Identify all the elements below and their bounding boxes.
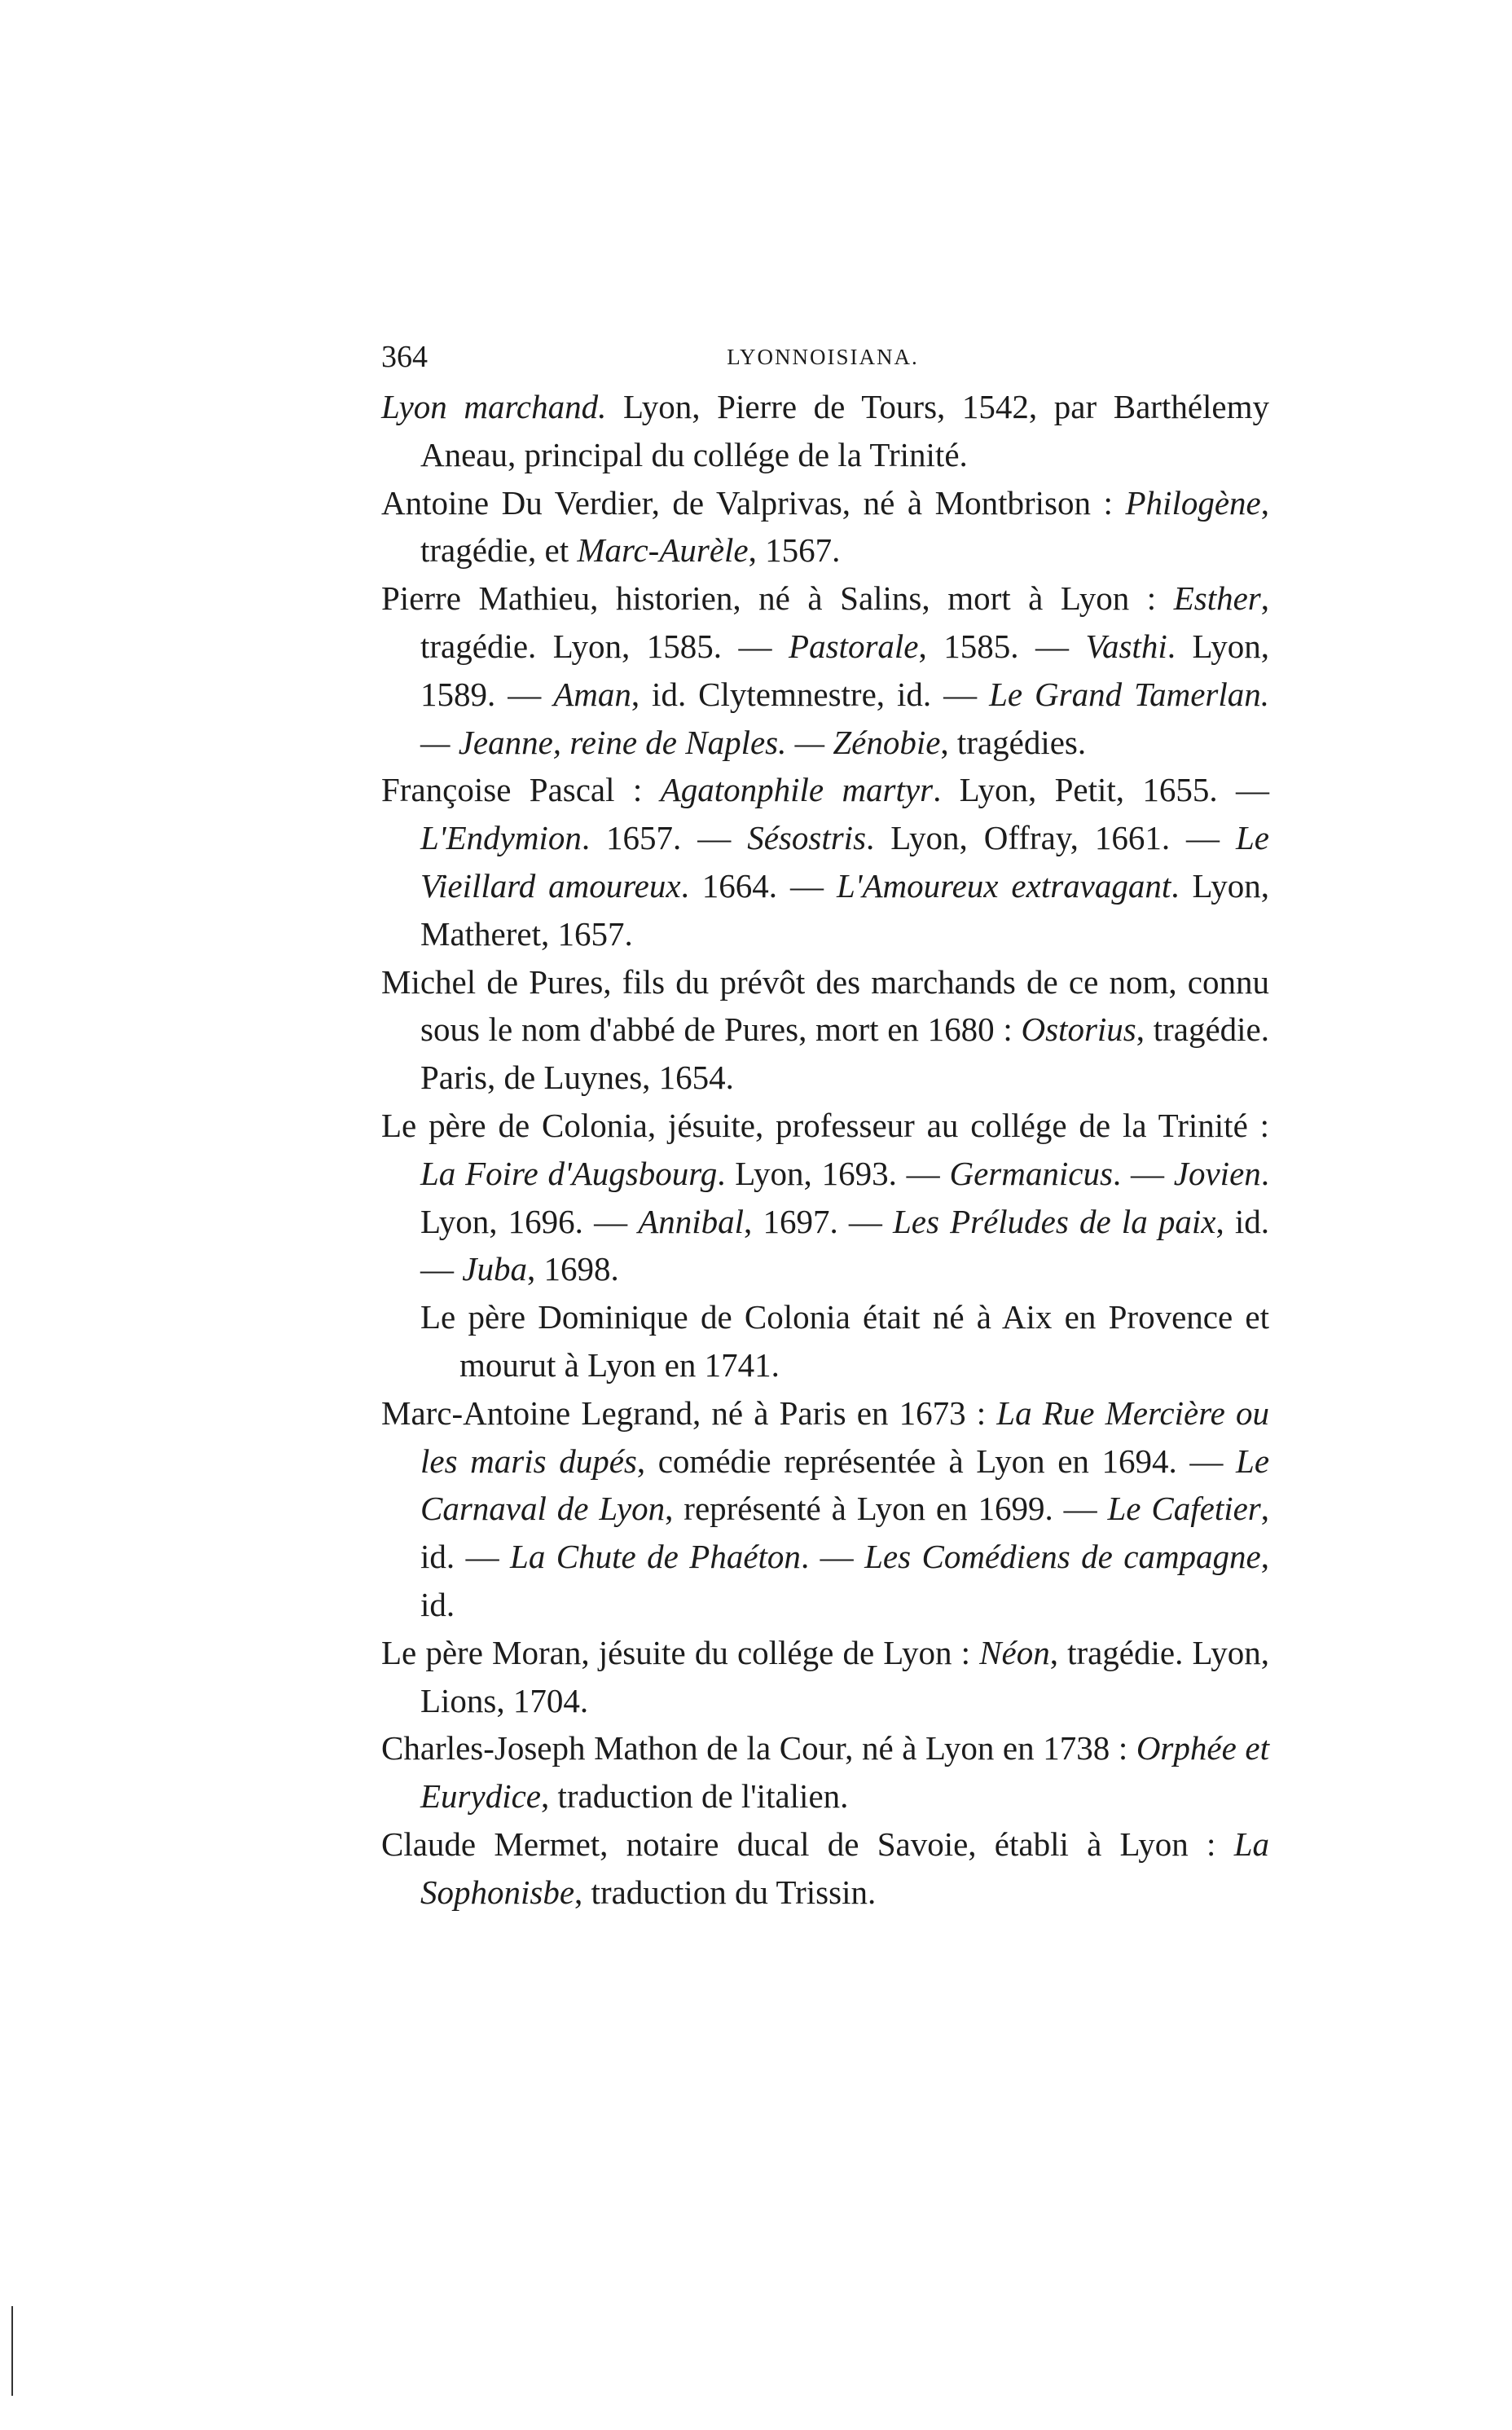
entry-text: , 1698.: [526, 1250, 619, 1288]
note-paragraph: [381, 1293, 1269, 1389]
entry-text: . Lyon, 1693. —: [717, 1154, 950, 1192]
entry-text: Le père de Colonia, jésuite, professeur au collége de la Trinité :: [381, 1106, 1269, 1144]
entry-text: , tragédie. Lyon, 1585. —: [420, 579, 1269, 665]
entry-text: Antoine Du Verdier, de Valprivas, né à Montbrison :: [381, 483, 1126, 522]
entry-text: . Lyon, Petit, 1655. —: [933, 771, 1270, 809]
work-title: Germanicus: [949, 1154, 1113, 1192]
work-title: Aman: [553, 675, 631, 713]
bibliography-entry: [381, 1629, 1269, 1725]
bibliography-entry: [381, 1389, 1269, 1629]
work-title: L'Endymion: [420, 819, 582, 857]
entry-text: , tragédie, et: [420, 483, 1269, 570]
bibliography-entry: [381, 574, 1269, 766]
entry-text: , tragédies.: [940, 723, 1087, 761]
entry-text: . —: [1112, 1154, 1174, 1192]
bibliography-entry: [381, 479, 1269, 575]
work-title: Le Carnaval de Lyon: [420, 1442, 1270, 1528]
entry-text: , 1585. —: [918, 627, 1086, 665]
work-title: Le Cafetier: [1107, 1490, 1261, 1528]
work-title: Agatonphile martyr: [660, 771, 934, 809]
work-title: Esther: [1173, 579, 1261, 618]
page-body: [381, 383, 1269, 1917]
entry-text: , id. —: [420, 1490, 1270, 1576]
work-title: La Foire d'Augsbourg: [420, 1154, 718, 1192]
entry-text: , tragédie. Paris, de Luynes, 1654.: [420, 1010, 1270, 1097]
entry-text: , 1567.: [748, 531, 841, 570]
entry-text: . Lyon, 1696. —: [420, 1154, 1270, 1240]
work-title: Juba: [462, 1250, 527, 1288]
entry-text: . 1664. —: [680, 866, 837, 905]
entry-text: , représenté à Lyon en 1699. —: [665, 1490, 1108, 1528]
bibliography-entry: [381, 1102, 1269, 1293]
bibliography-entry: [381, 766, 1269, 957]
work-title: Vasthi: [1085, 627, 1167, 665]
running-title: LYONNOISIANA.: [727, 345, 919, 369]
work-title: Ostorius: [1021, 1010, 1136, 1049]
entry-text: . 1657. —: [581, 819, 748, 857]
entry-text: Le père Moran, jésuite du collége de Lyon :: [381, 1633, 980, 1671]
work-title: Annibal: [638, 1202, 745, 1240]
entry-text: Françoise Pascal :: [381, 771, 661, 809]
entry-text: , comédie représentée à Lyon en 1694. —: [636, 1442, 1237, 1480]
entry-text: Le père Dominique de Colonia était né à Aix en Provence et mourut à Lyon en 1741.: [420, 1298, 1269, 1384]
entry-text: . Lyon, 1589. —: [420, 627, 1269, 713]
work-title: Orphée et Eurydice: [420, 1729, 1269, 1816]
bibliography-entry: [381, 383, 1269, 479]
bibliography-entry: [381, 1724, 1269, 1820]
work-title: Le Grand Tamerlan. — Jeanne, reine de Naples. — Zénobie: [420, 675, 1269, 761]
entry-text: . Lyon, Matheret, 1657.: [420, 866, 1270, 953]
work-title: Les Comédiens de campagne: [864, 1538, 1261, 1576]
entry-text: Michel de Pures, fils du prévôt des marchands de ce nom, connu sous le nom d'abbé de Pures, mort en 1680 :: [381, 962, 1269, 1049]
work-title: Marc-Aurèle: [577, 531, 749, 570]
work-title: Lyon marchand.: [381, 388, 607, 425]
entry-text: . Lyon, Offray, 1661. —: [866, 819, 1236, 857]
entry-text: , id.: [420, 1538, 1270, 1623]
page-number: 364: [381, 340, 428, 374]
work-title: Philogène: [1125, 483, 1261, 522]
bibliography-entry: [381, 958, 1269, 1102]
work-title: Jovien: [1173, 1154, 1261, 1192]
scan-edge-mark: [11, 2306, 13, 2396]
entry-text: Claude Mermet, notaire ducal de Savoie, établi à Lyon :: [381, 1825, 1234, 1863]
work-title: Pastorale: [789, 627, 919, 665]
entry-text: , id. Clytemnestre, id. —: [631, 675, 990, 713]
bibliography-entry: [381, 1820, 1269, 1917]
page-header: [381, 332, 1264, 381]
entry-text: , id. —: [420, 1202, 1269, 1288]
work-title: Sésostris: [747, 819, 867, 857]
entry-text: , tragédie. Lyon, Lions, 1704.: [420, 1633, 1269, 1719]
work-title: La Chute de Phaéton: [510, 1538, 801, 1576]
work-title: Le Vieillard amoureux: [420, 819, 1269, 905]
work-title: Les Préludes de la paix: [892, 1202, 1216, 1240]
entry-text: Pierre Mathieu, historien, né à Salins, mort à Lyon :: [381, 579, 1174, 618]
entry-text: Lyon, Pierre de Tours, 1542, par Barthélemy Aneau, principal du collége de la Trinité.: [420, 388, 1269, 473]
work-title: L'Amoureux extravagant: [836, 866, 1171, 905]
entry-text: Charles-Joseph Mathon de la Cour, né à Lyon en 1738 :: [381, 1729, 1136, 1767]
entry-text: , traduction de l'italien.: [540, 1777, 849, 1816]
entry-text: . —: [800, 1538, 865, 1576]
work-title: Néon: [979, 1633, 1050, 1671]
entry-text: Marc-Antoine Legrand, né à Paris en 1673 :: [381, 1393, 997, 1432]
work-title: La Rue Mercière ou les maris dupés: [420, 1393, 1270, 1480]
work-title: La Sophonisbe: [420, 1825, 1269, 1911]
entry-text: , traduction du Trissin.: [574, 1873, 877, 1911]
entry-text: , 1697. —: [744, 1202, 893, 1240]
